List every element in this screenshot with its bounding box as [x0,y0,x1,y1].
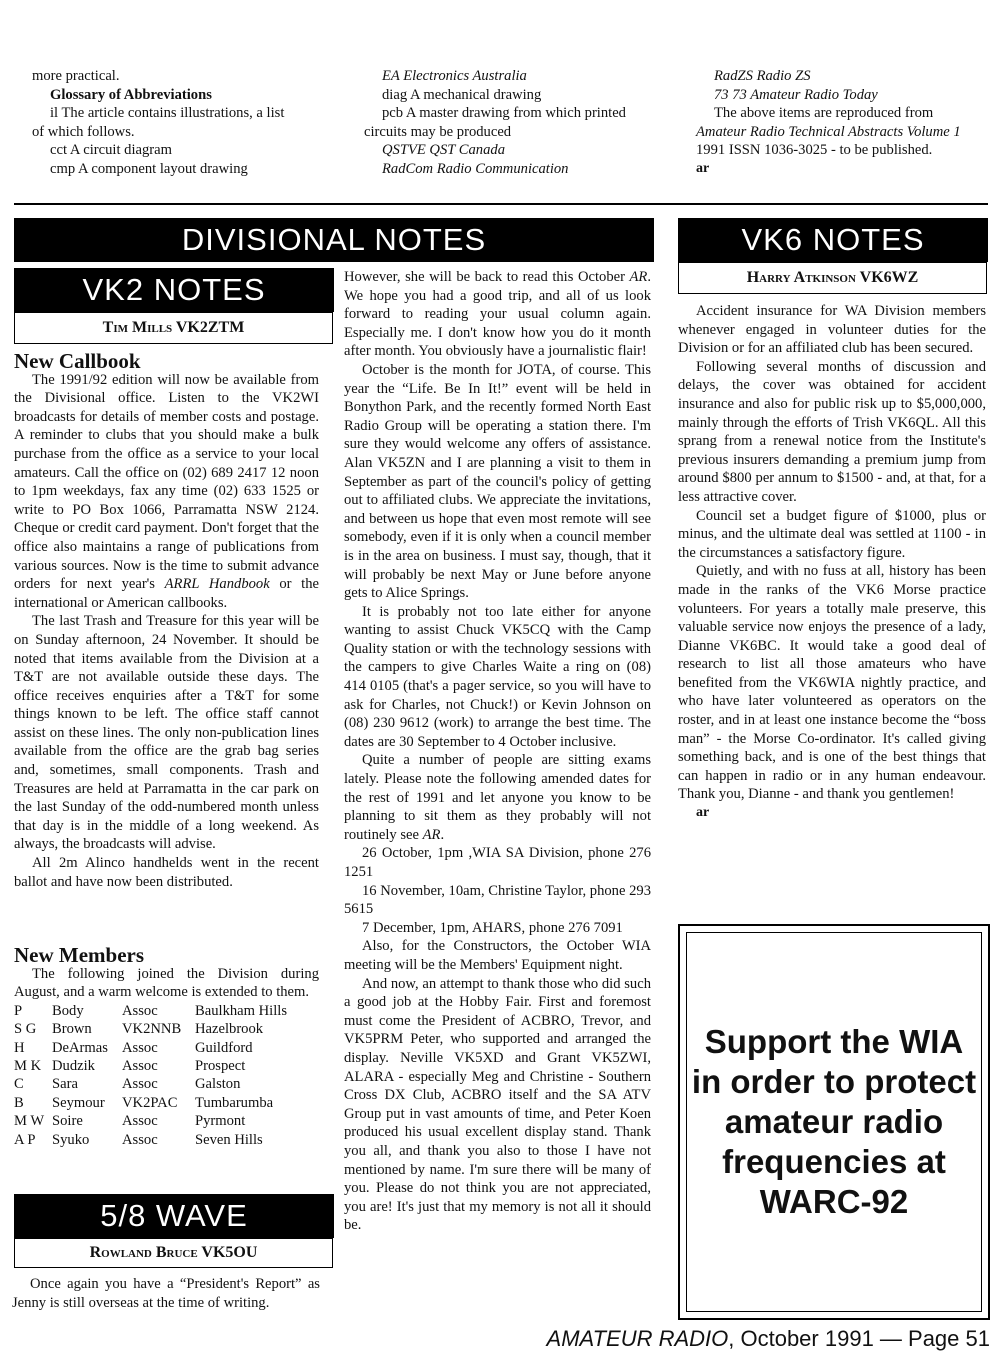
member-town: Prospect [195,1058,246,1074]
member-grade: Assoc [122,1113,158,1130]
exam-date-1: 26 October, 1pm ,WIA SA Division, phone 276 1251 [344,845,651,880]
vk6-insurance-paragraph: Accident insurance for WA Division members whenever engaged in volunteer duties for the Division or for an affiliated club has been secured. [678,303,986,357]
wave-banner: 5/8 WAVE [14,1194,334,1238]
member-surname: Body [52,1002,84,1019]
member-surname: Seymour [52,1094,105,1111]
vk6-morse-paragraph: Quietly, and with no fuss at all, history has been made in the ranks of the VK6 Morse practice volunteers. For years a totally male preserve, this valuable service now enjoys the presence of a lady, Dianne VK6BC. It would take a good deal of research to list all those amateurs who have benefited from the VK6WIA nightly practice, and who have later volunteered as operators on the roster, and in at least one instance become the “boss man” - the Morse Co-ordinator. It's called giving something back, and is one of the best things that can happen in radio or in any human endeavour. Thank you, Dianne - and thank you gentlemen! [678,563,986,803]
glossary-entry-il: il The article contains illustrations, a list [50,105,285,122]
member-initials: M W [14,1113,45,1130]
member-initials: A P [14,1131,36,1148]
section-divider [14,203,988,205]
wave-column [12,1275,320,1312]
middle-column [344,268,651,1235]
glossary-entry-cct: cct A circuit diagram [50,142,172,159]
glossary-entry-qstve: QSTVE QST Canada [382,142,505,159]
exam-date-2: 16 November, 10am, Christine Taylor, phone 293 5615 [344,882,651,918]
member-town: Galston [195,1076,241,1093]
glossary-entry-cmp: cmp A component layout drawing [50,160,248,177]
member-initials: C [14,1076,24,1093]
member-surname: Syuko [52,1131,90,1148]
support-wia-inner [686,932,982,1312]
member-town: Hazelbrook [195,1021,264,1038]
top-column-3 [678,67,988,179]
reproduced-note-1: The above items are reproduced from [714,105,934,122]
member-grade: Assoc [122,1131,158,1148]
wave-byline: Rowland Bruce VK5OU [14,1238,333,1268]
member-row [14,1075,315,1093]
continued-text: more practical. [32,68,120,84]
member-row [14,1057,315,1075]
glossary-entry-il-cont: of which follows. [32,123,135,140]
member-town: Baulkham Hills [195,1002,288,1019]
callbook-heading: New Callbook [14,349,141,373]
vk2-column [14,349,319,891]
member-grade: Assoc [122,1058,158,1074]
member-row [14,1131,315,1149]
member-surname: Brown [52,1021,92,1038]
constructors-paragraph: Also, for the Constructors, the October WIA meeting will be the Members' Equipment night. [344,938,651,973]
vk6-cover-paragraph: Following several months of discussion and delays, the cover was obtained for accident insurance and also for public risk up to $5,000,000, mainly through the efforts of Trish VK6QL. All this sprang from a renewal notice from the Institute's previous insurers demanding a premium jump from around $800 per annum to $1500 - and, at that, for a less attractive cover. [678,358,986,505]
glossary-entry-radcom: RadCom Radio Communication [382,160,569,177]
top-column-2 [346,67,656,179]
member-town: Seven Hills [195,1131,263,1148]
wave-paragraph: Once again you have a “President's Report” as Jenny is still overseas at the time of writing. [12,1276,320,1311]
trash-treasure-paragraph: The last Trash and Treasure for this year will be on Sunday afternoon, 24 November. It should be noted that items available from the Division at a T&T are not available outside these days. The office receives enquiries after a T&T for some things known to be left. The office staff cannot assist on these lines. The only non-publication lines available from the office are the grab bag series and, sometimes, small components. Trash and Treasures are held at Parramatta in the car park on the last Sunday of the odd-numbered month unless that day is in the middle of a long weekend. As always, the broadcasts will advise. [14,613,319,853]
glossary-entry-pcb: pcb A master drawing from which printed [382,105,626,122]
hobby-fair-paragraph: And now, an attempt to thank those who did such a good job at the Hobby Fair. First and foremost must come the President of ACBRO, Trevor, and VK5PRM Peter, who supported and arranged the display. Neville VK5XD and Grant VK5ZWI, ALARA - especially Meg and Christine - Southern Cross DX Club, ACBRO itself and the SA ATV Group put in vast amounts of time, and Peter Koen produced his usual excellent display stand. Thank you all, and thank you also to those I have not mentioned by name. I'm sure there will be many of you. Please do not think you are not appreciated, you are! It's just that my memory is not all it should be. [344,975,651,1234]
member-surname: Sara [52,1076,78,1093]
support-wia-text: Support the WIA in order to protect amateur radio frequencies at WARC-92 [691,1023,977,1220]
page-footer [535,1326,990,1352]
divisional-notes-banner: DIVISIONAL NOTES [14,218,654,262]
member-grade: Assoc [122,1076,158,1093]
new-members-heading: New Members [14,943,145,967]
member-initials: M K [14,1058,42,1074]
member-surname: DeArmas [52,1039,108,1056]
glossary-entry-73: 73 73 Amateur Radio Today [714,86,878,103]
member-grade: Assoc [122,1002,158,1019]
member-grade: VK2NNB [122,1021,182,1038]
glossary-entry-radzs: RadZS Radio ZS [714,68,811,84]
footer-magazine: AMATEUR RADIO [546,1326,729,1351]
callbook-paragraph: The 1991/92 edition will now be available from the Divisional office. Listen to the VK2WI broadcasts for details of member costs and postage. A reminder to clubs that you should make a bulk purchase from the office as a service to your local amateurs. Call the office on (02) 689 2417 12 noon to 1pm weekdays, fax any time (02) 633 1525 or write to PO Box 1066, Parramatta NSW 2124. Cheque or credit card payment. Don't forget that the office also maintains a range of publications from various sources. Now is the time to submit advance orders for next year's ARRL Handbook or the international or American callbooks. [14,371,319,611]
member-row [14,1020,315,1038]
member-town: Pyrmont [195,1113,246,1130]
vk6-notes-banner: VK6 NOTES [678,218,988,262]
member-surname: Soire [52,1113,83,1130]
member-row [14,1112,315,1130]
glossary-entry-pcb-cont: circuits may be produced [364,123,512,140]
new-members-intro: The following joined the Division during August, and a warm welcome is extended to them. [14,965,319,1001]
reproduced-note-3: 1991 ISSN 1036-3025 - to be published. [696,142,933,159]
member-initials: P [14,1002,23,1019]
vk6-budget-paragraph: Council set a budget figure of $1000, plus or minus, and the ultimate deal was settled at 1100 - in the circumstances a satisfactory figure. [678,507,986,561]
member-initials: H [14,1039,25,1056]
support-wia-box [678,924,990,1320]
alinco-paragraph: All 2m Alinco handhelds went in the recent ballot and have now been distributed. [14,855,319,890]
member-row [14,1094,315,1112]
members-table [14,1002,315,1149]
member-town: Tumbarumba [195,1094,274,1111]
vk2-notes-banner: VK2 NOTES [14,268,334,312]
top-column-1 [14,67,324,179]
reproduced-note-2: Amateur Radio Technical Abstracts Volume 1 [696,123,961,140]
footer-date-page: , October 1991 — Page 51 [728,1326,990,1351]
vk6-column [678,302,986,823]
member-grade: Assoc [122,1039,158,1056]
jota-paragraph: October is the month for JOTA, of course. This year the “Life. Be In It!” event will be held in Bonython Park, and the recently formed North East Radio Group will be operating a station there. I'm sure they would welcome any offers of assistance. Alan VK5ZN and I are planning a visit to them in September as part of the council's policy of getting out to affiliated clubs. We appreciate the invitations, and between us hope that even most remote will see somebody, even if it is only when a council member is in the area on business. I must say, though, that it will probably be next May or June before anyone gets to Alice Springs. [344,361,651,602]
member-grade: VK2PAC [122,1094,178,1111]
member-row [14,1002,315,1020]
new-members-section [14,943,319,1149]
vk6-end-mark: ar [696,805,710,821]
member-initials: B [14,1094,24,1111]
glossary-entry-diag: diag A mechanical drawing [382,86,542,103]
exam-date-3: 7 December, 1pm, AHARS, phone 276 7091 [362,919,623,936]
member-row [14,1039,315,1057]
glossary-heading: Glossary of Abbreviations [50,86,212,103]
member-initials: S G [14,1021,37,1038]
vk2-byline: Tim Mills VK2ZTM [14,312,333,344]
member-town: Guildford [195,1039,253,1056]
end-mark: ar [696,160,710,176]
member-surname: Dudzik [52,1058,95,1074]
glossary-entry-ea: EA Electronics Australia [382,68,527,84]
exams-paragraph: Quite a number of people are sitting exams lately. Please note the following amended dates for the rest of 1991 and let anyone you know to be planning to sit them as they probably will not routinely see AR. [344,752,651,843]
vk6-byline: Harry Atkinson VK6WZ [678,262,987,294]
camp-quality-paragraph: It is probably not too late either for anyone wanting to assist Chuck VK5CQ with the Camp Quality station or with the technology sessions with the campers to give Charles Waite a ring on (08) 414 0105 (that's a pager service, so you will have to ask for Charles, not Chuck!) or Kevin Johnson on (08) 230 9612 (work) to arrange the best time. The dates are 30 September to 4 October inclusive. [344,603,651,750]
middle-paragraph-0: However, she will be back to read this October AR. We hope you had a good trip, and all of us look forward to reading your usual column again. Especially me. I don't know how you do it month after month. You obviously have a journalistic flair! [344,269,651,360]
